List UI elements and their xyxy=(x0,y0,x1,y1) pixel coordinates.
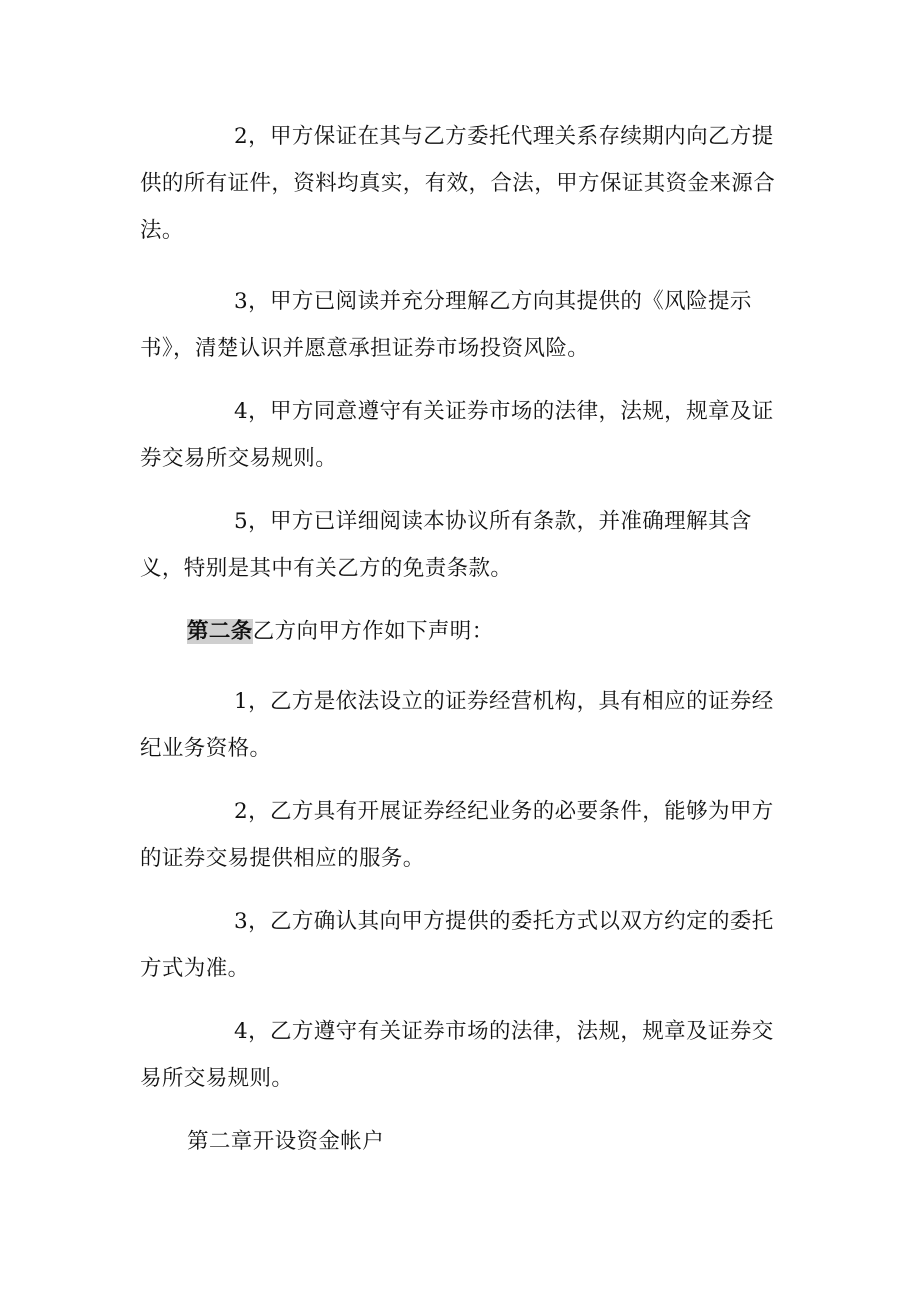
paragraph-item-5 xyxy=(140,498,785,592)
paragraph-b-item-4 xyxy=(140,1008,785,1102)
paragraph-b-item-1 xyxy=(140,678,785,772)
paragraph-item-2 xyxy=(140,113,785,254)
paragraph-b-item-2 xyxy=(140,788,785,882)
item-text: 乙方具有开展证券经纪业务的必要条件，能够为甲方的证券交易提供相应的服务。 xyxy=(140,799,774,871)
item-text: 甲方保证在其与乙方委托代理关系存续期内向乙方提供的所有证件，资料均真实，有效，合法，甲方保证其资金来源合法。 xyxy=(140,124,776,243)
chapter-title: 第二章开设资金帐户 xyxy=(187,1129,385,1154)
article-2-heading xyxy=(140,608,785,655)
item-text: 甲方同意遵守有关证券市场的法律，法规，规章及证券交易所交易规则。 xyxy=(140,399,774,471)
item-text: 乙方是依法设立的证券经营机构，具有相应的证券经纪业务资格。 xyxy=(140,689,774,761)
paragraph-item-4 xyxy=(140,388,785,482)
article-label: 第二条 xyxy=(187,619,253,644)
item-number: 3， xyxy=(234,289,270,314)
article-text: 乙方向甲方作如下声明： xyxy=(252,619,494,644)
item-text: 乙方遵守有关证券市场的法律，法规，规章及证券交易所交易规则。 xyxy=(140,1019,774,1091)
chapter-heading xyxy=(140,1118,785,1165)
item-number: 1， xyxy=(234,689,270,714)
paragraph-item-3 xyxy=(140,278,785,372)
item-text: 乙方确认其向甲方提供的委托方式以双方约定的委托方式为准。 xyxy=(140,909,774,981)
item-number: 3， xyxy=(234,909,270,934)
item-number: 2， xyxy=(234,799,270,824)
paragraph-b-item-3 xyxy=(140,898,785,992)
item-number: 2， xyxy=(234,124,270,149)
item-text: 甲方已详细阅读本协议所有条款，并准确理解其含义，特别是其中有关乙方的免责条款。 xyxy=(140,509,752,581)
item-number: 4， xyxy=(234,399,270,424)
item-text: 甲方已阅读并充分理解乙方向其提供的《风险提示书》，清楚认识并愿意承担证券市场投资风险。 xyxy=(140,289,752,361)
item-number: 4， xyxy=(234,1019,270,1044)
item-number: 5， xyxy=(234,509,270,534)
